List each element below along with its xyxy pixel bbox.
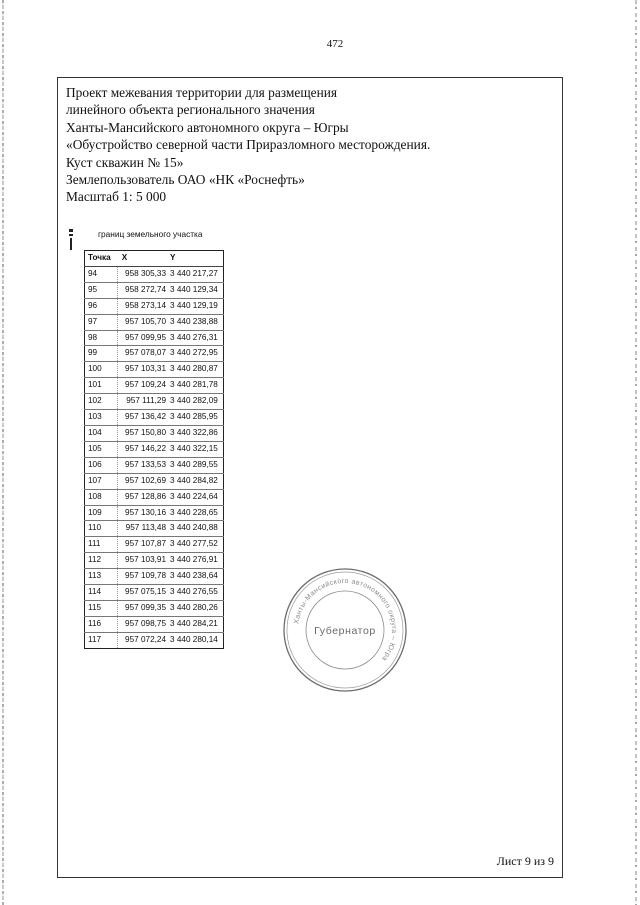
scan-edge-right xyxy=(635,0,637,905)
point-cell: 97 xyxy=(85,314,118,330)
x-cell: 957 150,80 xyxy=(118,425,169,441)
y-cell: 3 440 276,55 xyxy=(169,585,223,601)
page-number: 472 xyxy=(326,38,344,50)
scale-line: Масштаб 1: 5 000 xyxy=(66,189,167,205)
point-cell: 99 xyxy=(85,346,118,362)
header-point: Точка xyxy=(85,251,118,267)
table-row xyxy=(85,441,224,457)
y-cell: 3 440 280,87 xyxy=(169,362,223,378)
point-cell: 114 xyxy=(85,585,118,601)
point-cell: 106 xyxy=(85,457,118,473)
seal-center-text: Губернатор xyxy=(314,625,376,637)
point-cell: 112 xyxy=(85,553,118,569)
y-cell: 3 440 129,19 xyxy=(169,298,223,314)
header-line: Куст скважин № 15» xyxy=(66,154,184,170)
table-row xyxy=(85,600,224,616)
sheet-number: Лист 9 из 9 xyxy=(496,854,554,868)
x-cell: 957 103,91 xyxy=(118,553,169,569)
point-cell: 108 xyxy=(85,489,118,505)
header-x: X xyxy=(118,251,169,267)
x-cell: 957 133,53 xyxy=(118,457,169,473)
table-row xyxy=(85,378,224,394)
x-cell: 958 273,14 xyxy=(118,298,169,314)
document-header xyxy=(66,84,546,206)
x-cell: 957 075,15 xyxy=(118,585,169,601)
point-cell: 94 xyxy=(85,266,118,282)
y-cell: 3 440 272,95 xyxy=(169,346,223,362)
point-cell: 104 xyxy=(85,425,118,441)
x-cell: 957 072,24 xyxy=(125,634,167,644)
y-cell: 3 440 322,86 xyxy=(169,425,223,441)
point-cell: 113 xyxy=(85,569,118,585)
x-cell: 957 098,75 xyxy=(118,616,169,632)
point-cell: 111 xyxy=(85,537,118,553)
seal-ring-text: Ханты-Мансийского автономного округа – Югра xyxy=(293,577,398,663)
header-line: Ханты-Мансийского автономного округа – Югры xyxy=(66,119,349,135)
table-row xyxy=(85,282,224,298)
y-cell: 3 440 284,21 xyxy=(169,616,223,632)
y-cell: 3 440 280,14 xyxy=(170,634,218,644)
y-cell: 3 440 238,64 xyxy=(169,569,223,585)
table-row xyxy=(85,410,224,426)
official-seal xyxy=(281,566,409,694)
table-row xyxy=(85,330,224,346)
table-row xyxy=(85,298,224,314)
point-cell: 110 xyxy=(85,521,118,537)
x-cell: 957 111,29 xyxy=(118,394,169,410)
table-row xyxy=(85,266,224,282)
header-y: Y xyxy=(169,251,223,267)
y-cell: 3 440 228,65 xyxy=(169,505,223,521)
scan-edge-left xyxy=(2,0,4,905)
svg-text:Ханты-Мансийского автономного xyxy=(293,578,397,662)
y-cell: 3 440 322,15 xyxy=(169,441,223,457)
point-cell: 98 xyxy=(85,330,118,346)
y-cell: 3 440 277,52 xyxy=(169,537,223,553)
y-cell: 3 440 282,09 xyxy=(169,394,223,410)
x-cell: 957 109,78 xyxy=(118,569,169,585)
table-row xyxy=(85,553,224,569)
x-cell: 958 305,33 xyxy=(118,266,169,282)
x-cell: 957 113,48 xyxy=(118,521,169,537)
header-line: линейного объекта регионального значения xyxy=(66,102,315,118)
x-cell: 957 103,31 xyxy=(118,362,169,378)
point-cell: 109 xyxy=(85,505,118,521)
x-cell: 957 136,42 xyxy=(118,410,169,426)
x-cell: 957 102,69 xyxy=(118,473,169,489)
y-cell: 3 440 238,88 xyxy=(169,314,223,330)
header-line: Землепользователь ОАО «НК «Роснефть» xyxy=(66,172,305,188)
header-line: Проект межевания территории для размещения xyxy=(66,85,338,100)
y-cell: 3 440 129,34 xyxy=(169,282,223,298)
y-cell: 3 440 289,55 xyxy=(169,457,223,473)
x-cell: 957 099,95 xyxy=(118,330,169,346)
y-cell: 3 440 224,64 xyxy=(169,489,223,505)
point-cell: 105 xyxy=(85,441,118,457)
x-cell: 957 146,22 xyxy=(118,441,169,457)
x-cell: 958 272,74 xyxy=(118,282,169,298)
point-cell: 96 xyxy=(85,298,118,314)
y-cell: 3 440 281,78 xyxy=(169,378,223,394)
y-cell: 3 440 276,31 xyxy=(169,330,223,346)
table-header-row xyxy=(85,251,224,267)
y-cell: 3 440 240,88 xyxy=(169,521,223,537)
table-row xyxy=(85,489,224,505)
point-cell: 115 xyxy=(85,600,118,616)
table-row xyxy=(85,521,224,537)
y-cell: 3 440 284,82 xyxy=(169,473,223,489)
table-row xyxy=(85,314,224,330)
point-cell: 103 xyxy=(85,410,118,426)
header-line: «Обустройство северной части Приразломного месторождения. xyxy=(66,137,431,153)
table-row xyxy=(85,632,224,648)
x-cell: 957 099,35 xyxy=(118,600,169,616)
x-cell: 957 105,70 xyxy=(118,314,169,330)
y-cell: 3 440 217,27 xyxy=(169,266,223,282)
point-cell: 116 xyxy=(85,616,118,632)
table-row xyxy=(85,569,224,585)
point-cell: 107 xyxy=(85,473,118,489)
point-cell: 100 xyxy=(85,362,118,378)
y-cell: 3 440 276,91 xyxy=(169,553,223,569)
coordinates-table xyxy=(84,250,224,649)
table-row xyxy=(85,537,224,553)
y-cell: 3 440 280,26 xyxy=(169,600,223,616)
x-cell: 957 109,24 xyxy=(118,378,169,394)
table-row xyxy=(85,362,224,378)
point-cell: 95 xyxy=(85,282,118,298)
x-cell: 957 128,86 xyxy=(118,489,169,505)
point-cell: 117 xyxy=(85,632,118,648)
table-row xyxy=(85,473,224,489)
table-row xyxy=(85,505,224,521)
x-cell: 957 130,16 xyxy=(118,505,169,521)
point-cell: 102 xyxy=(85,394,118,410)
table-row xyxy=(85,457,224,473)
table-row xyxy=(85,616,224,632)
x-cell: 957 078,07 xyxy=(118,346,169,362)
boundary-marker-icon xyxy=(68,229,74,251)
x-cell: 957 107,87 xyxy=(118,537,169,553)
table-row xyxy=(85,346,224,362)
table-row xyxy=(85,425,224,441)
point-cell: 101 xyxy=(85,378,118,394)
table-row xyxy=(85,394,224,410)
table-row xyxy=(85,585,224,601)
legend-label: границ земельного участка xyxy=(98,229,203,239)
y-cell: 3 440 285,95 xyxy=(169,410,223,426)
